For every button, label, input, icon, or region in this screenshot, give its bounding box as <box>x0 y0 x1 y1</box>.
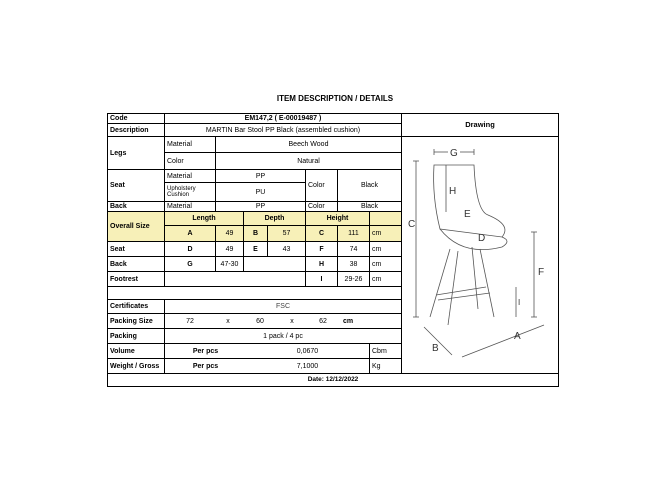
dim-f-letter: F <box>306 242 338 257</box>
footrest-unit: cm <box>370 272 402 287</box>
weight-unit: Kg <box>370 359 402 374</box>
dim-d-letter: D <box>165 242 216 257</box>
drawing-letter-g: G <box>450 148 458 159</box>
leg-back-left <box>472 247 478 309</box>
back-color-value: Black <box>338 202 402 212</box>
weight-value: 7,1000 <box>246 359 370 374</box>
volume-unit: Cbm <box>370 344 402 359</box>
packing-label: Packing <box>108 329 165 344</box>
dim-g-letter: G <box>165 257 216 272</box>
description-label: Description <box>108 124 165 137</box>
drawing-letter-i: I <box>518 298 521 307</box>
volume-value: 0,0670 <box>246 344 370 359</box>
seat-material-label: Material <box>165 170 216 183</box>
spacer-row <box>108 287 402 300</box>
footrest-label: Footrest <box>108 272 165 287</box>
weight-label: Weight / Gross <box>108 359 165 374</box>
dim-h-letter: H <box>306 257 338 272</box>
overall-unit: cm <box>370 226 402 242</box>
description-value: MARTIN Bar Stool PP Black (assembled cushion) <box>165 124 402 137</box>
legs-material-value: Beech Wood <box>216 137 402 153</box>
drawing-letter-f: F <box>538 267 545 278</box>
drawing-letter-e: E <box>464 209 471 220</box>
seat-upholstery-value: PU <box>216 183 306 202</box>
dim-f-value: 74 <box>338 242 370 257</box>
drawing-letter-h: H <box>449 186 457 197</box>
date-label: Date: 12/12/2022 <box>307 375 359 383</box>
back-color-label: Color <box>306 202 338 212</box>
back-dims-unit: cm <box>370 257 402 272</box>
code-label: Code <box>108 114 165 124</box>
seat-shape <box>440 229 507 250</box>
overall-size-label: Overall Size <box>108 212 165 242</box>
item-sheet <box>107 113 559 387</box>
footrest-bar-1 <box>436 287 486 295</box>
footrest-bar-2 <box>438 293 490 300</box>
packing-height: 62 <box>305 314 341 329</box>
depth-header: Depth <box>244 212 306 226</box>
drawing-label: Drawing <box>402 114 558 137</box>
seat-dims-label: Seat <box>108 242 165 257</box>
back-label: Back <box>108 202 165 212</box>
dim-a-letter: A <box>165 226 216 242</box>
volume-label: Volume <box>108 344 165 359</box>
drawing-letter-c: C <box>408 219 416 230</box>
legs-label: Legs <box>108 137 165 170</box>
back-dims-label: Back <box>108 257 165 272</box>
dim-c-value: 111 <box>338 226 370 242</box>
packing-value: 1 pack / 4 pc <box>165 329 402 344</box>
seat-upholstery-label: Upholstery Cushion <box>165 183 216 202</box>
volume-per: Per pcs <box>165 344 246 359</box>
legs-color-value: Natural <box>216 153 402 170</box>
height-header: Height <box>306 212 370 226</box>
dim-d-value: 49 <box>216 242 244 257</box>
page-title: ITEM DESCRIPTION / DETAILS <box>276 94 394 103</box>
code-value: EM147,2 ( E-00019487 ) <box>165 114 402 124</box>
dim-i-letter: I <box>306 272 338 287</box>
dim-e-letter: E <box>244 242 268 257</box>
leg-back-right <box>480 249 494 317</box>
dim-a-value: 49 <box>216 226 244 242</box>
dim-b-letter: B <box>244 226 268 242</box>
legs-material-label: Material <box>165 137 216 153</box>
packing-size-label: Packing Size <box>108 314 165 329</box>
back-material-value: PP <box>216 202 306 212</box>
seat-color-value: Black <box>338 170 402 202</box>
packing-x-1: x <box>215 314 241 329</box>
seat-label: Seat <box>108 170 165 202</box>
packing-length: 72 <box>165 314 215 329</box>
dim-g-value: 47-30 <box>216 257 244 272</box>
drawing-letter-b: B <box>432 343 439 354</box>
back-dims-blank <box>244 257 306 272</box>
weight-per: Per pcs <box>165 359 246 374</box>
packing-x-2: x <box>279 314 305 329</box>
leg-front-right <box>448 251 458 325</box>
dim-e-value: 43 <box>268 242 306 257</box>
seat-color-label: Color <box>306 170 338 202</box>
dim-h-value: 38 <box>338 257 370 272</box>
footrest-blank <box>165 272 306 287</box>
drawing-letter-d: D <box>478 233 486 244</box>
dim-line-a <box>462 325 544 357</box>
dim-b-value: 57 <box>268 226 306 242</box>
backrest-shape <box>434 165 505 237</box>
seat-dims-unit: cm <box>370 242 402 257</box>
legs-color-label: Color <box>165 153 216 170</box>
back-material-label: Material <box>165 202 216 212</box>
unit-header-blank <box>370 212 402 226</box>
certificates-label: Certificates <box>108 300 165 314</box>
drawing-panel <box>402 137 558 374</box>
dim-i-value: 29-26 <box>338 272 370 287</box>
seat-material-value: PP <box>216 170 306 183</box>
packing-unit: cm <box>341 314 402 329</box>
drawing-letter-a: A <box>514 331 521 342</box>
dim-c-letter: C <box>306 226 338 242</box>
certificates-value: FSC <box>165 300 402 314</box>
packing-width: 60 <box>241 314 279 329</box>
length-header: Length <box>165 212 244 226</box>
stool-drawing <box>402 137 558 373</box>
leg-front-left <box>430 249 450 317</box>
